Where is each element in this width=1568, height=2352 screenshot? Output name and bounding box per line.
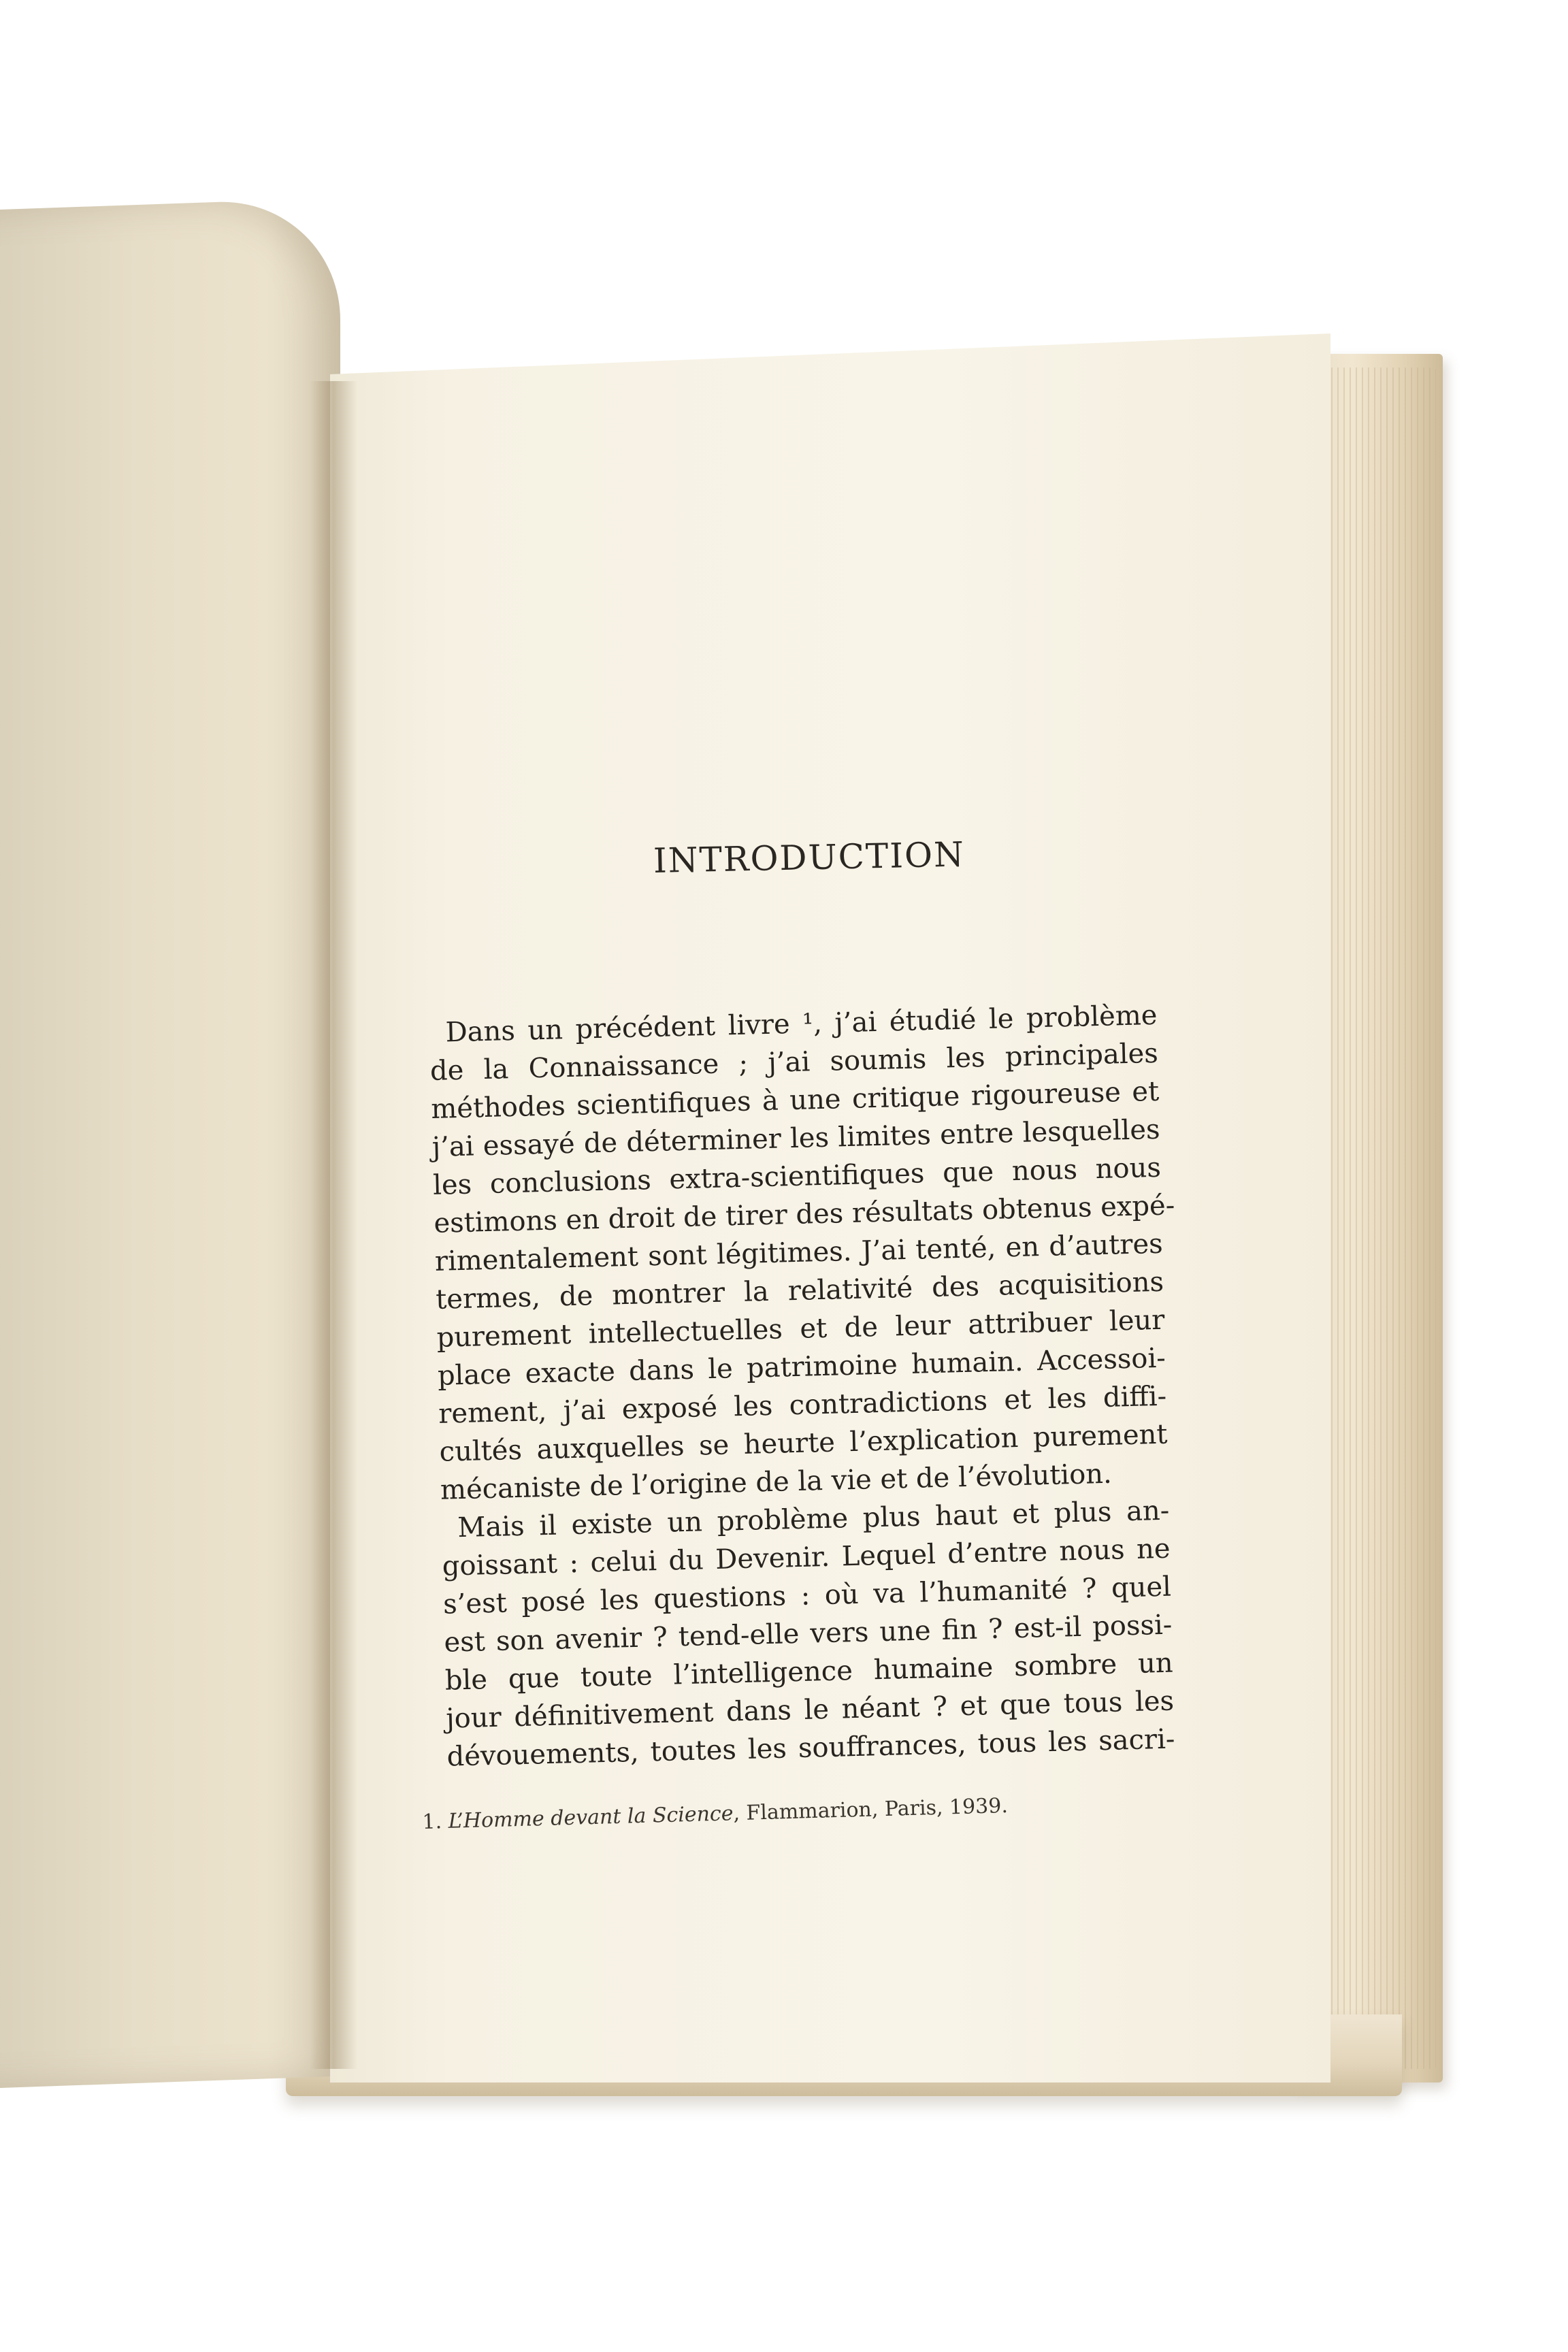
text-line: est son avenir ? tend-elle vers une fin ? est-il possi-: [444, 1609, 1173, 1659]
text-line: estimons en droit de tirer des résultats obtenus expé-: [433, 1190, 1175, 1239]
book-gutter: [310, 381, 357, 2069]
page-title: INTRODUCTION: [653, 834, 966, 881]
footnote-title: L’Homme devant la Science: [448, 1801, 734, 1833]
text-line: mécaniste de l’origine de la vie et de l’évolution.: [440, 1458, 1113, 1506]
left-page: [0, 198, 340, 2089]
text-line: s’est posé les questions : où va l’humanité ? quel: [442, 1571, 1172, 1620]
text-line: place exacte dans le patrimoine humain. Accessoi-: [437, 1342, 1166, 1392]
text-line: rement, j’ai exposé les contradictions et les diffi-: [438, 1380, 1167, 1430]
text-line: méthodes scientifiques à une critique rigoureuse et: [430, 1075, 1160, 1125]
text-line: termes, de montrer la relativité des acquisitions: [435, 1266, 1164, 1316]
text-line: de la Connaissance ; j’ai soumis les principales: [429, 1037, 1159, 1087]
text-line: goissant : celui du Devenir. Lequel d’entre nous ne: [442, 1533, 1171, 1582]
body-text: [429, 996, 1175, 1776]
text-line: purement intellectuelles et de leur attribuer leur: [436, 1304, 1165, 1354]
footnote-rest: , Flammarion, Paris, 1939.: [732, 1793, 1009, 1826]
footnote-number: 1.: [422, 1810, 442, 1834]
text-line: rimentalement sont légitimes. J’ai tenté, en d’autres: [434, 1228, 1164, 1277]
text-line: ble que toute l’intelligence humaine sombre un: [444, 1647, 1174, 1697]
text-line: les conclusions extra-scientifiques que nous nous: [432, 1152, 1162, 1201]
text-line: Mais il existe un problème plus haut et plus an-: [457, 1494, 1170, 1544]
text-line: cultés auxquelles se heurte l’explication purement: [439, 1418, 1168, 1468]
text-line: j’ai essayé de déterminer les limites entre lesquelles: [431, 1113, 1161, 1163]
text-line: Dans un précédent livre ¹, j’ai étudié le problème: [445, 999, 1158, 1049]
text-line: jour définitivement dans le néant ? et que tous les: [445, 1685, 1175, 1735]
text-line: dévouements, toutes les souffrances, tous les sacri-: [446, 1723, 1175, 1773]
